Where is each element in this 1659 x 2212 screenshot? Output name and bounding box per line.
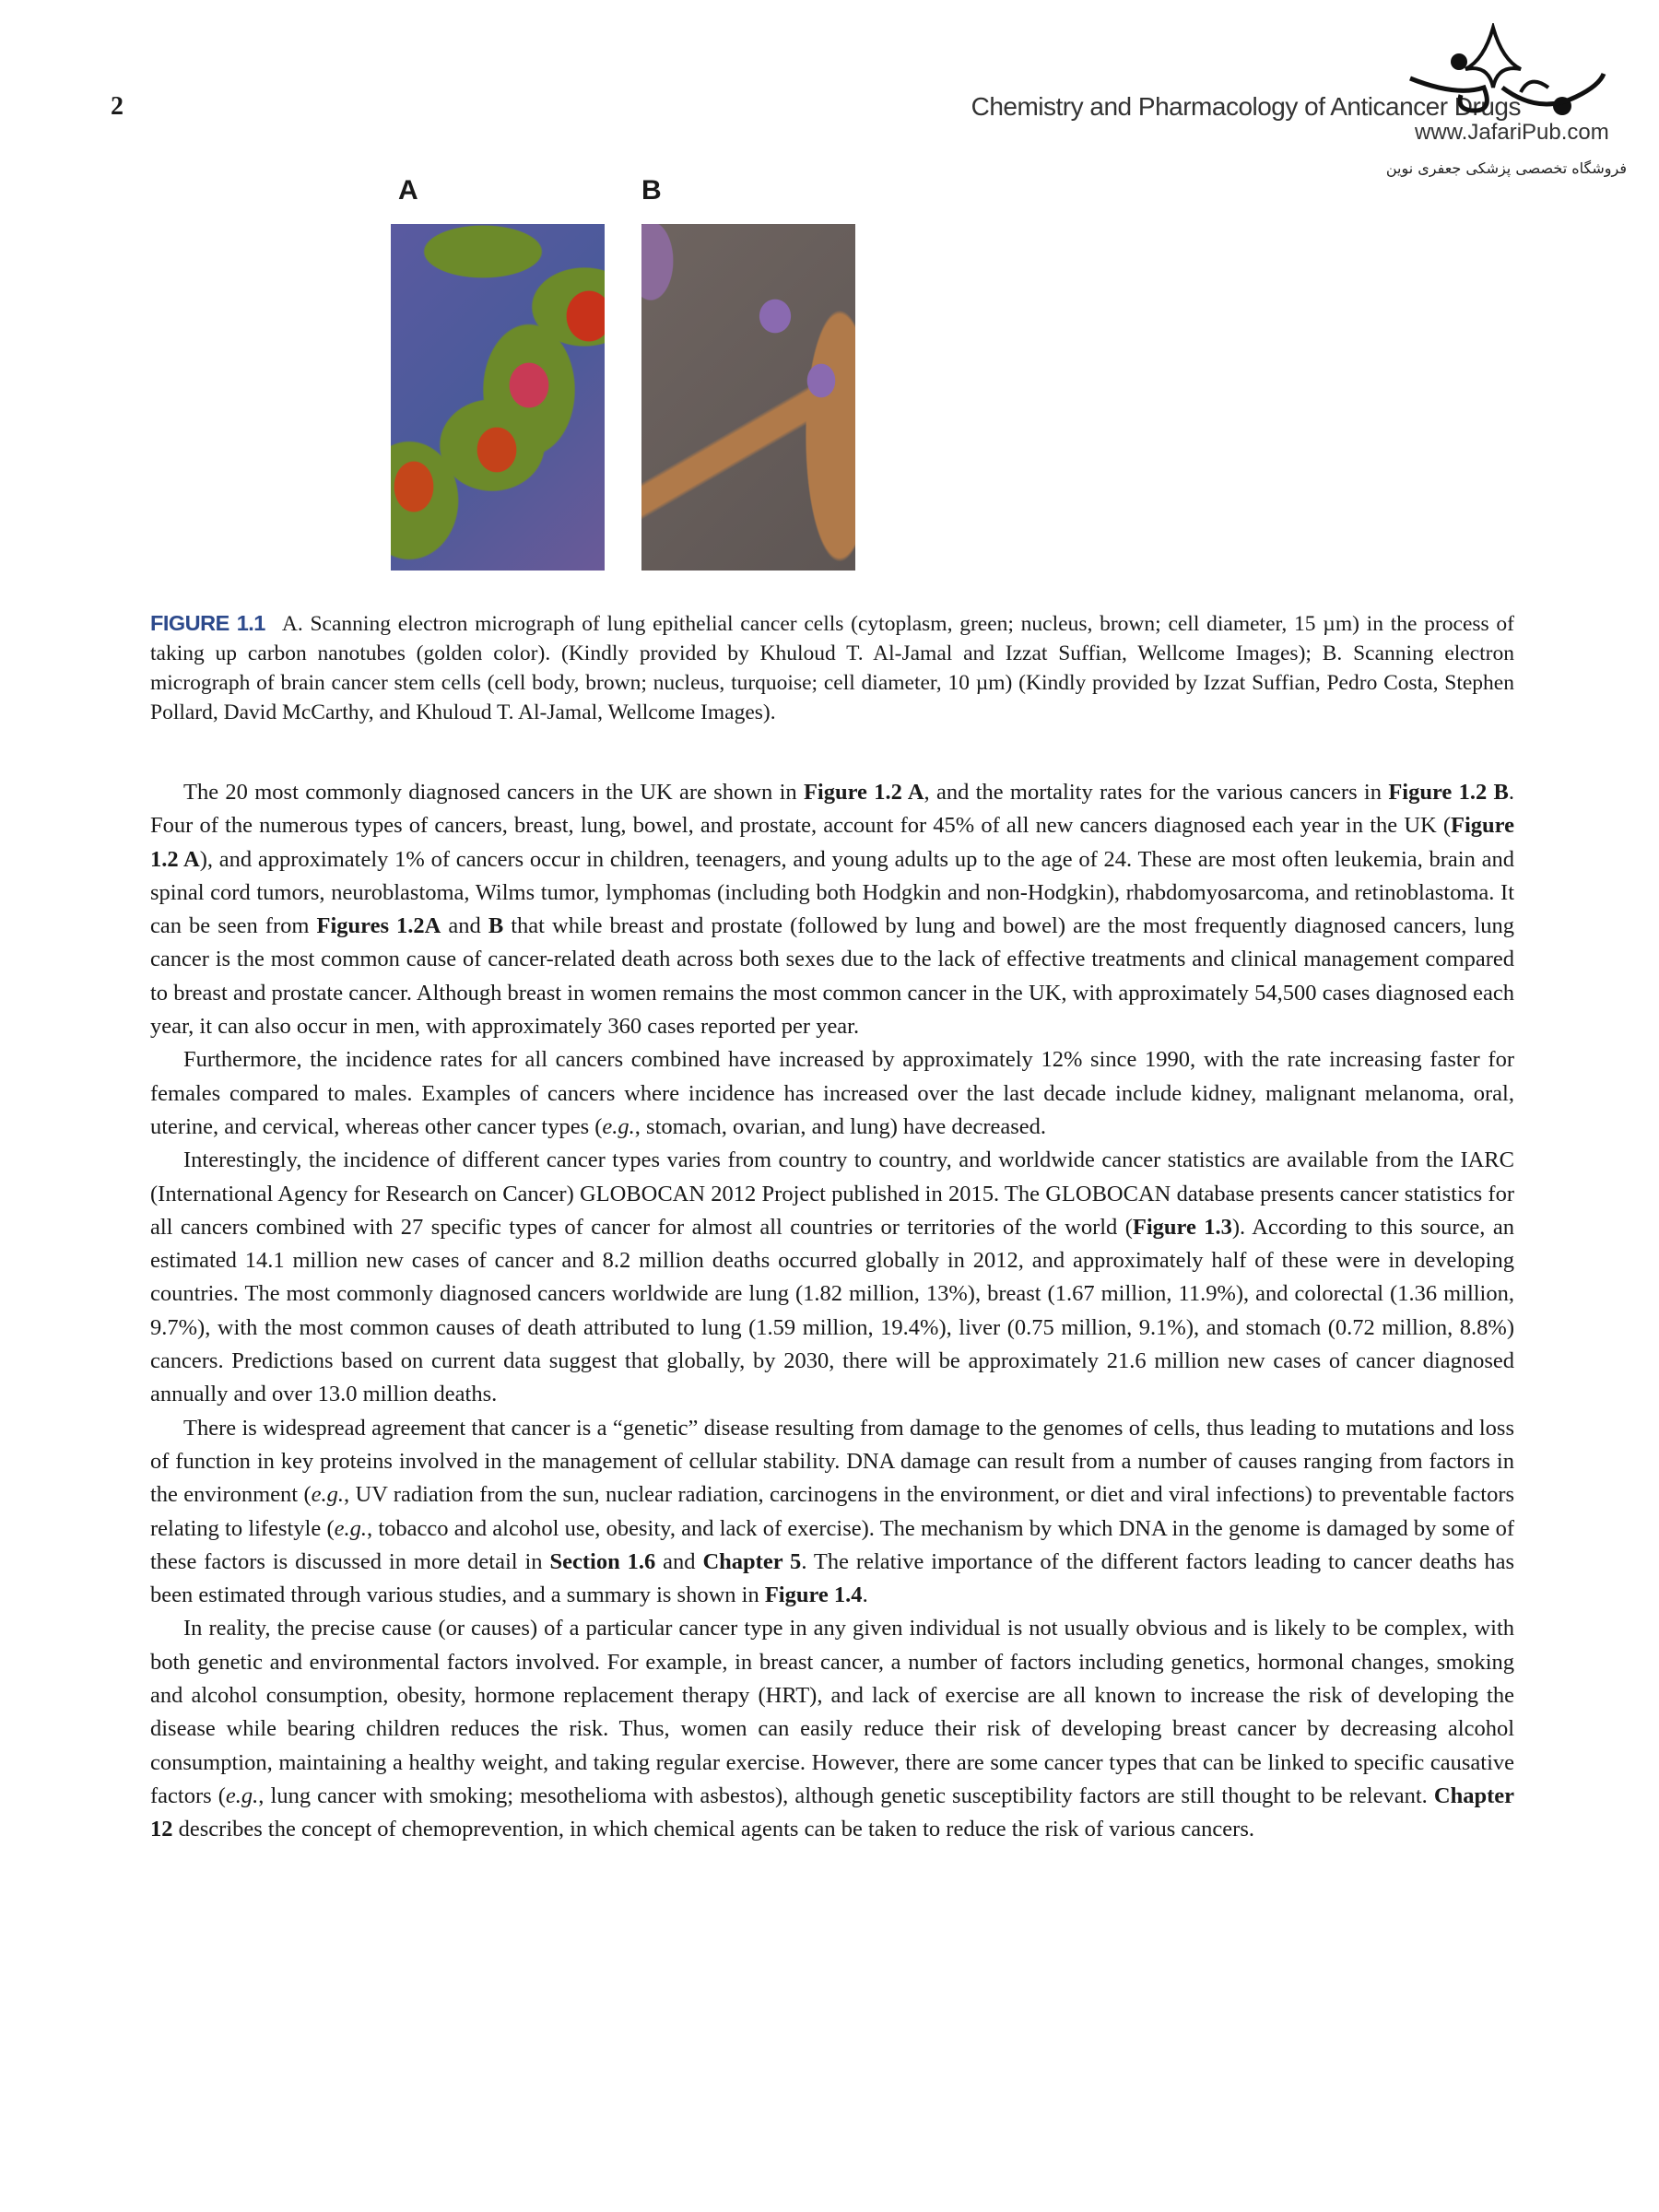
watermark-persian-text: فروشگاه تخصصی پزشکی جعفری نوین — [1385, 159, 1627, 177]
paragraph-3 — [150, 1144, 1514, 1411]
text-run: Interestingly, the incidence of different cancer types varies from country to country, and worldwide cancer statistics are available from the IARC (International Agency for Research on Cancer) GLOBOCAN 2012 Project published in 2015. The GLOBOCAN database presents cancer statistics for all cancers combined with 27 specific types of cancer for almost all countries or territories of the world ( — [150, 1147, 1514, 1240]
panel-a-label: A — [398, 175, 418, 206]
micrograph-panel-b — [641, 224, 855, 571]
figure-reference: Figures 1.2A — [316, 913, 441, 939]
figure-reference: B — [488, 913, 504, 939]
text-run: Furthermore, the incidence rates for all cancers combined have increased by approximately 12% since 1990, with the rate increasing faster for females compared to males. Examples of cancers where incidence has increased over the last decade include kidney, malignant melanoma, oral, uterine, and cervical, whereas other cancer types ( — [150, 1047, 1514, 1139]
text-run: , stomach, ovarian, and lung) have decreased. — [634, 1113, 1047, 1139]
text-run: and — [441, 913, 488, 939]
italic-abbrev: e.g. — [334, 1515, 367, 1541]
figure-reference: Figure 1.2 A — [803, 780, 924, 805]
text-run: In reality, the precise cause (or causes) of a particular cancer type in any given individual is not usually obvious and is likely to be complex, with both genetic and environmental factors involved. For example, in breast cancer, a number of factors including genetics, hormonal changes, smoking and alcohol consumption, obesity, hormone replacement therapy (HRT), and lack of exercise are all known to increase the risk of developing the disease while bearing children reduces the risk. Thus, women can easily reduce their risk of developing breast cancer by decreasing alcohol consumption, maintaining a healthy weight, and taking regular exercise. However, there are some cancer types that can be linked to specific causative factors ( — [150, 1616, 1514, 1808]
text-run: , and the mortality rates for the various cancers in — [924, 780, 1389, 805]
figure-reference: Figure 1.4 — [764, 1583, 863, 1608]
chapter-reference: Chapter 5 — [702, 1548, 802, 1574]
figure-reference: Figure 1.3 — [1132, 1214, 1232, 1240]
text-run: describes the concept of chemoprevention, in which chemical agents can be taken to reduce the risk of various cancers. — [172, 1817, 1254, 1842]
figure-reference: Figure 1.2 B — [1388, 780, 1509, 805]
italic-abbrev: e.g. — [311, 1482, 345, 1508]
paragraph-2 — [150, 1043, 1514, 1144]
figure-caption — [150, 608, 1514, 727]
publisher-watermark — [1382, 23, 1641, 189]
text-run: , UV radiation from the sun, nuclear radiation, carcinogens in the environment, or diet and viral infections) to preventable factors relating to lifestyle ( — [150, 1482, 1515, 1541]
text-run: , lung cancer with smoking; mesothelioma with asbestos), although genetic susceptibility factors are still thought to be relevant. — [258, 1783, 1434, 1808]
paragraph-5 — [150, 1612, 1514, 1846]
micrograph-panel-a — [391, 224, 605, 571]
running-head: Chemistry and Pharmacology of Anticancer Drugs — [971, 92, 1521, 121]
text-run: . Four of the numerous types of cancers, breast, lung, bowel, and prostate, account for 45% of all new cancers diagnosed each year in the UK ( — [150, 780, 1514, 839]
text-run: ), and approximately 1% of cancers occur in children, teenagers, and young adults up to the age of 24. These are most often leukemia, brain and spinal cord tumors, neuroblastoma, Wilms tumor, lymphomas (including both Hodgkin and non-Hodgkin), rhabdomyosarcoma, and retinoblastoma. It can be seen from — [150, 846, 1514, 939]
page-number: 2 — [111, 92, 124, 121]
text-run: . — [862, 1583, 868, 1608]
text-run: The 20 most commonly diagnosed cancers in the UK are shown in — [183, 780, 804, 805]
italic-abbrev: e.g. — [602, 1113, 635, 1139]
body-text — [150, 776, 1514, 1847]
paragraph-1 — [150, 776, 1514, 1043]
text-run: and — [655, 1548, 703, 1574]
figure-reference: Figure 1.2 A — [150, 813, 1514, 872]
text-run: that while breast and prostate (followed by lung and bowel) are the most frequently diagnosed cancers, lung cancer is the most common cause of cancer-related death across both sexes due to the lack of effective treatments and clinical management compared to breast and prostate cancer. Although breast in women remains the most common cancer in the UK, with approximately 54,500 cases diagnosed each year, it can also occur in men, with approximately 360 cases reported per year. — [150, 913, 1515, 1040]
section-reference: Section 1.6 — [549, 1548, 656, 1574]
text-run: ). According to this source, an estimated 14.1 million new cases of cancer and 8.2 million deaths occurred globally in 2012, and approximately half of these were in developing countries. The most commonly diagnosed cancers worldwide are lung (1.82 million, 13%), breast (1.67 million, 11.9%), and colorectal (1.36 million, 9.7%), with the most common causes of death attributed to lung (1.59 million, 19.4%), liver (0.75 million, 9.1%), and stomach (0.72 million, 8.8%) cancers. Predictions based on current data suggest that globally, by 2030, there will be approximately 21.6 million new cases of cancer diagnosed annually and over 13.0 million deaths. — [150, 1214, 1514, 1407]
panel-b-label: B — [641, 175, 662, 206]
text-run: , tobacco and alcohol use, obesity, and lack of exercise). The mechanism by which DNA in the genome is damaged by some of these factors is discussed in more detail in — [150, 1515, 1514, 1574]
figure-caption-label: FIGURE 1.1 — [150, 611, 265, 635]
paragraph-4 — [150, 1412, 1514, 1613]
calligraphic-logo-icon — [1401, 23, 1613, 120]
text-run: . The relative importance of the different factors leading to cancer deaths has been estimated through various studies, and a summary is shown in — [150, 1548, 1514, 1608]
text-run: There is widespread agreement that cancer is a “genetic” disease resulting from damage to the genomes of cells, thus leading to mutations and loss of function in key proteins involved in the management of cellular stability. DNA damage can result from a number of causes ranging from factors in the environment ( — [150, 1415, 1514, 1508]
watermark-url: www.JafariPub.com — [1415, 120, 1609, 145]
italic-abbrev: e.g. — [225, 1783, 259, 1808]
figure-caption-text: A. Scanning electron micrograph of lung epithelial cancer cells (cytoplasm, green; nucleus, brown; cell diameter, 15 µm) in the process of taking up carbon nanotubes (golden color). (Kindly provided by Khuloud T. Al-Jamal and Izzat Suffian, Wellcome Images); B. Scanning electron micrograph of brain cancer stem cells (cell body, brown; nucleus, turquoise; cell diameter, 10 µm) (Kindly provided by Izzat Suffian, Pedro Costa, Stephen Pollard, David McCarthy, and Khuloud T. Al-Jamal, Wellcome Images). — [150, 612, 1514, 724]
chapter-reference: Chapter 12 — [150, 1783, 1514, 1842]
